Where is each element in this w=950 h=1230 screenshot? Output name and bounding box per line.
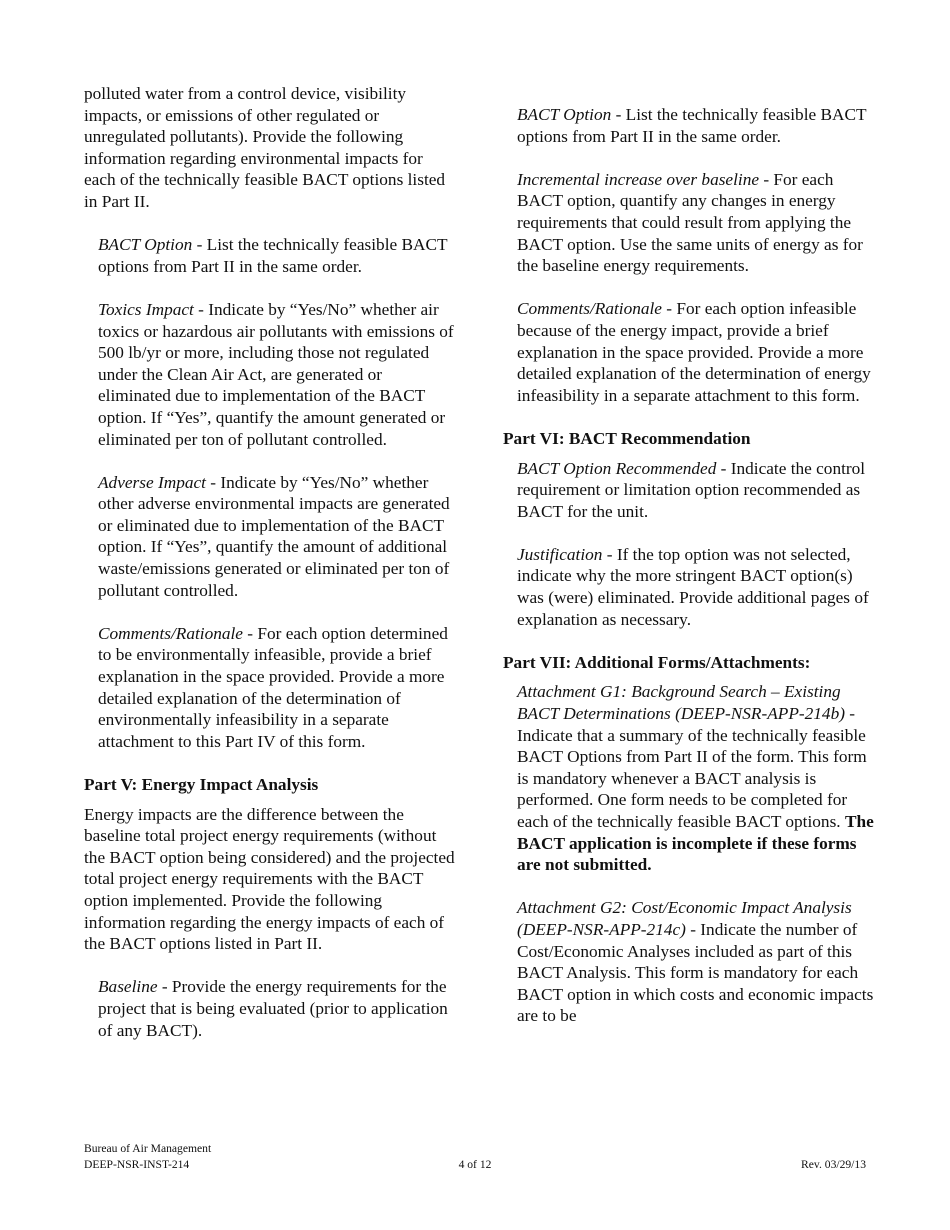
attachment-g1-term: Attachment G1: Background Search – Existing BACT Determinations (DEEP-NSR-APP-214b) (517, 682, 845, 724)
baseline-item (98, 976, 456, 1041)
intro-paragraph: polluted water from a control device, visibility impacts, or emissions of other regulated or unregulated pollutants). Provide the following information regarding environmental impacts for each of the technically feasible BACT options listed in Part II. (84, 84, 446, 211)
attachment-g2-item (517, 897, 878, 1027)
energy-bact-option-item (517, 104, 878, 147)
recommended-text: - Indicate the control requirement or limitation option recommended as BACT for the unit. (517, 458, 866, 521)
energy-comments-item (517, 298, 878, 406)
incremental-text: - For each BACT option, quantify any changes in energy requirements that could result from applying the BACT option. Use the same units of energy as for the baseline energy requirements. (517, 169, 863, 276)
part6-heading: Part VI: BACT Recommendation (503, 428, 751, 448)
adverse-impact-item (98, 472, 456, 602)
env-comments-text: - For each option determined to be environmentally infeasible, provide a brief explanation in the space provided. Provide a more detailed explanation of the determination of environmentally infeasibility in a separate attachment to this Part IV of this form. (98, 623, 448, 751)
recommended-item (517, 458, 878, 523)
toxics-impact-text: - Indicate by “Yes/No” whether air toxics or hazardous air pollutants with emissions of 500 lb/yr or more, including those not regulated under the Clean Air Act, are generated or eliminated due to implementation of the BACT option. If “Yes”, quantify the amount generated or eliminated per ton of pollutant controlled. (98, 299, 454, 449)
attachment-g1-text: - Indicate that a summary of the technically feasible BACT Options from Part II of the form. This form is mandatory whenever a BACT analysis is performed. One form needs to be completed for each of the technically feasible BACT options. (517, 704, 867, 831)
footer-page-number: 4 of 12 (458, 1158, 492, 1171)
right-column (503, 83, 878, 1027)
footer-revision: Rev. 03/29/13 (801, 1158, 866, 1171)
bact-option-item (98, 234, 456, 277)
part7-heading: Part VII: Additional Forms/Attachments: (503, 652, 811, 672)
adverse-impact-text: - Indicate by “Yes/No” whether other adverse environmental impacts are generated or eliminated due to implementation of the BACT option. If “Yes”, quantify the amount of additional waste/emissions generated or eliminated per ton of pollutant controlled. (98, 472, 450, 600)
justification-text: - If the top option was not selected, indicate why the more stringent BACT option(s) was (were) eliminated. Provide additional pages of explanation as necessary. (517, 544, 869, 629)
energy-comments-text: - For each option infeasible because of the energy impact, provide a brief explanation in the space provided. Provide a more detailed explanation of the determination of energy infeasibility in a separate attachment to this form. (517, 299, 871, 405)
attachment-g1-item (517, 681, 878, 875)
toxics-impact-term: Toxics Impact (98, 299, 194, 319)
footer-doc-id: DEEP-NSR-INST-214 (84, 1158, 190, 1171)
incremental-item (517, 169, 878, 277)
attachment-g2-term: Attachment G2: Cost/Economic Impact Analysis (DEEP-NSR-APP-214c) (517, 898, 852, 939)
energy-bact-option-text: - List the technically feasible BACT options from Part II in the same order. (517, 105, 867, 146)
part5-heading: Part V: Energy Impact Analysis (84, 775, 319, 794)
energy-comments-term: Comments/Rationale (517, 299, 662, 319)
env-comments-term: Comments/Rationale (98, 623, 243, 643)
part5-intro: Energy impacts are the difference between the baseline total project energy requirements (without the BACT option being considered) and the projected total project energy requirements with the BACT option implemented. Provide the following information regarding the energy impacts of each of the BACT options listed in Part II. (84, 804, 455, 954)
recommended-term: BACT Option Recommended (517, 458, 717, 478)
attachment-g1-warning: The BACT application is incomplete if these forms are not submitted. (517, 812, 874, 875)
bact-option-term: BACT Option (98, 235, 193, 255)
baseline-term: Baseline (98, 977, 158, 997)
justification-term: Justification (517, 544, 603, 564)
left-column (84, 83, 456, 1041)
adverse-impact-term: Adverse Impact (98, 472, 206, 492)
env-comments-item (98, 623, 456, 753)
toxics-impact-item (98, 299, 456, 450)
incremental-term: Incremental increase over baseline (517, 169, 760, 189)
justification-item (517, 544, 878, 630)
footer-bureau: Bureau of Air Management (84, 1142, 212, 1155)
baseline-text: - Provide the energy requirements for the project that is being evaluated (prior to application of any BACT). (98, 977, 448, 1040)
attachment-g2-text: - Indicate the number of Cost/Economic Analyses included as part of this BACT Analysis. This form is mandatory for each BACT option in which costs and economic impacts are to be (517, 919, 874, 1026)
energy-bact-option-term: BACT Option (517, 105, 612, 124)
bact-option-text: - List the technically feasible BACT options from Part II in the same order. (98, 235, 448, 276)
